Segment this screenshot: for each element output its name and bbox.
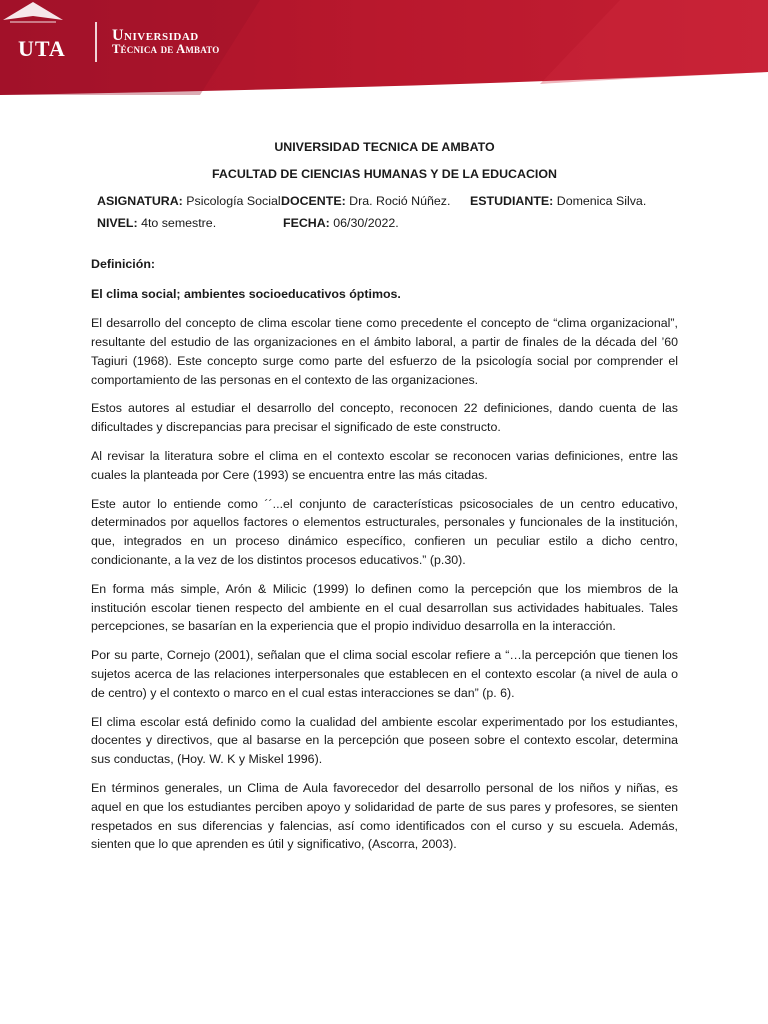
document-body xyxy=(91,138,678,854)
university-name-line2: Técnica de Ambato xyxy=(112,42,220,56)
section-subtitle: El clima social; ambientes socioeducativos óptimos. xyxy=(91,287,401,302)
paragraph: En términos generales, un Clima de Aula favorecedor del desarrollo personal de los niños y niñas, es aquel en que los estudiantes perciben apoyo y solidaridad de parte de sus pares y profesores, se sienten respetados en sus diferencias y falencias, así como identificados con el curso y su escuela. Además, sienten que lo que aprenden es útil y significativo, (Ascorra, 2003). xyxy=(91,780,678,852)
paragraph: Este autor lo entiende como ´´...el conjunto de características psicosociales de un centro educativo, determinados por aquellos factores o elementos estructurales, personales y funcionales de la institución, que, integrados en un proceso dinámico específico, confieren un peculiar estilo a dicho centro, condicionante, a la vez de los distintos procesos educativos.” (p.30). xyxy=(91,496,678,567)
paragraph: El clima escolar está definido como la cualidad del ambiente escolar experimentado por los estudiantes, docentes y directivos, que al basarse en la percepción que poseen sobre el contexto escolar, determina sus conductas, (Hoy. W. K y Miskel 1996). xyxy=(91,714,678,767)
logo-divider xyxy=(95,22,97,62)
header-banner xyxy=(0,0,768,95)
paragraph: Por su parte, Cornejo (2001), señalan que el clima social escolar refiere a “…la percepción que tienen los sujetos acerca de las relaciones interpersonales que establecen en el contexto escolar (a nivel de aula o de centro) y el contexto o marco en el cual estas interacciones se dan” (p. 6). xyxy=(91,648,678,700)
paragraph: En forma más simple, Arón & Milicic (1999) lo definen como la percepción que los miembros de la institución escolar tienen respecto del ambiente en el cual desarrollan sus actividades habituales. Tales percepciones, se basarían en la experiencia que el propio individuo desarrolla en la interacción. xyxy=(91,581,678,634)
paragraph: Estos autores al estudiar el desarrollo del concepto, reconocen 22 definiciones, dando cuenta de las dificultades y discrepancias para precisar el significado de este constructo. xyxy=(91,401,678,435)
logo-abbreviation: UTA xyxy=(18,36,66,61)
meta-nivel: NIVEL: 4to semestre. xyxy=(97,215,217,230)
paragraph: Al revisar la literatura sobre el clima en el contexto escolar se reconocen varias definiciones, entre las cuales la planteada por Cere (1993) se encuentra entre las más citadas. xyxy=(91,448,678,482)
document-title-faculty: FACULTAD DE CIENCIAS HUMANAS Y DE LA EDUCACION xyxy=(212,166,557,181)
meta-fecha: FECHA: 06/30/2022. xyxy=(283,215,399,230)
document-title-university: UNIVERSIDAD TECNICA DE AMBATO xyxy=(274,140,495,154)
meta-estudiante: ESTUDIANTE: Domenica Silva. xyxy=(470,193,647,208)
meta-row-2 xyxy=(97,214,678,233)
meta-row-1 xyxy=(97,192,678,211)
definition-label: Definición: xyxy=(91,256,156,271)
meta-docente: DOCENTE: Dra. Roció Núñez. xyxy=(281,193,451,208)
meta-asignatura: ASIGNATURA: Psicología Social. xyxy=(97,193,285,208)
university-name-line1: Universidad xyxy=(112,27,199,44)
paragraph: El desarrollo del concepto de clima escolar tiene como precedente el concepto de “clima organizacional”, resultante del estudio de las organizaciones en el ámbito laboral, a partir de finales de la década del ’60 Tagiuri (1968). Este concepto surge como parte del esfuerzo de la psicología social por comprender el comportamiento de las personas en el contexto de las organizaciones. xyxy=(91,316,678,387)
